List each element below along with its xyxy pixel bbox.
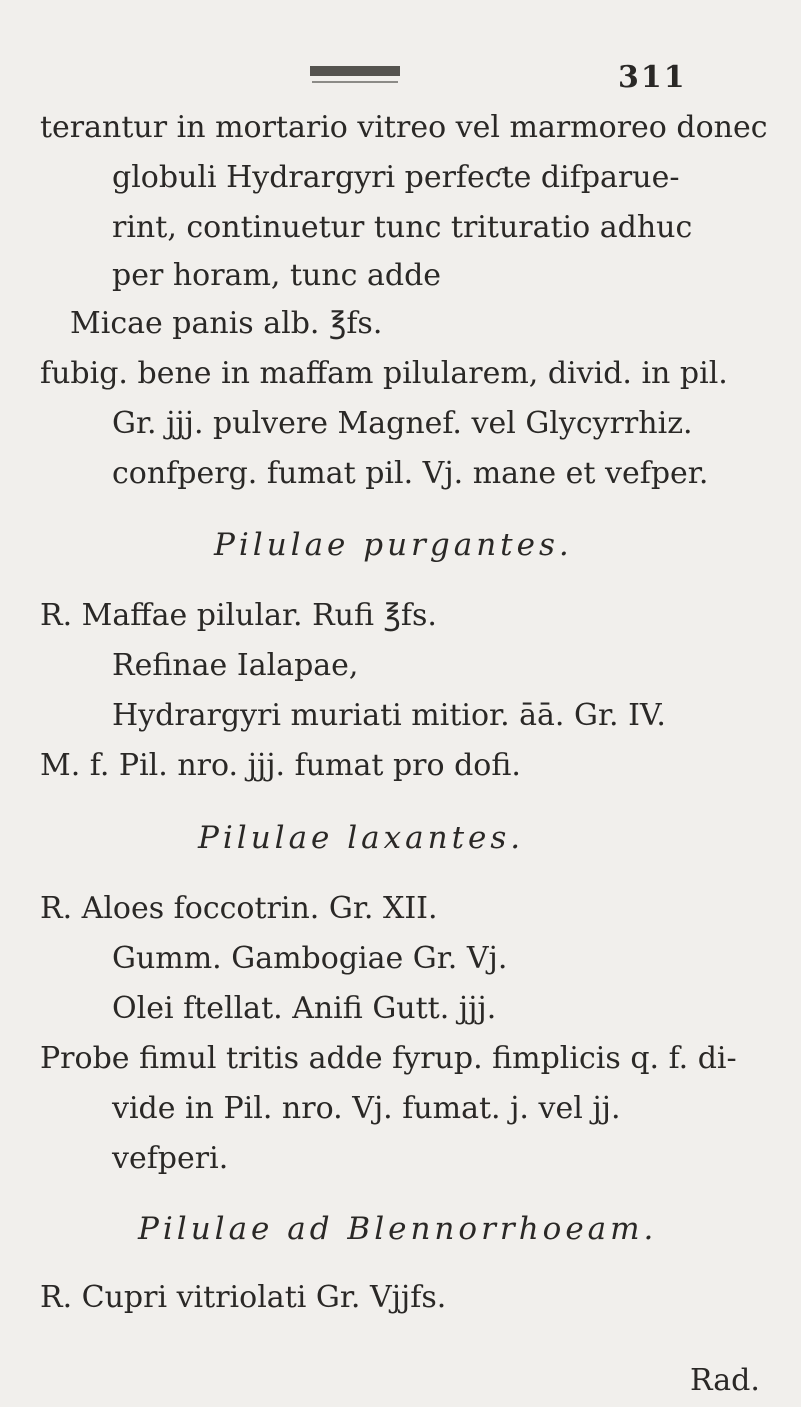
catchword: Rad. [690,1363,760,1398]
text-line: terantur in mortario vitreo vel marmoreo donec [40,110,768,145]
section-heading-blennorrhoeam: Pilulae ad Blennorrhoeam. [138,1211,658,1247]
text-line: Micae panis alb. ℥fs. [70,306,383,341]
text-line: rint, continuetur tunc trituratio adhuc [112,210,693,245]
page-number: 311 [618,60,687,95]
recipe-line: Refinae Ialapae, [112,648,359,683]
recipe-line: Gumm. Gambogiae Gr. Vj. [112,941,508,976]
text-line: Gr. jjj. pulvere Magnef. vel Glycyrrhiz. [112,406,693,441]
text-line: globuli Hydrargyri perfeƈte difparue- [112,160,680,195]
recipe-line: M. f. Pil. nro. jjj. fumat pro dofi. [40,748,521,783]
recipe-line: Olei ftellat. Anifi Gutt. jjj. [112,991,497,1026]
recipe-line: R. Cupri vitriolati Gr. Vjjfs. [40,1280,447,1315]
recipe-line: vide in Pil. nro. Vj. fumat. j. vel jj. [112,1091,621,1126]
recipe-line: vefperi. [112,1141,229,1176]
text-line: per horam, tunc adde [112,258,442,293]
header-ornament-rule-thin [312,81,398,83]
text-line: confperg. fumat pil. Vj. mane et vefper. [112,456,709,491]
recipe-line: R. Aloes foccotrin. Gr. XII. [40,891,438,926]
recipe-line: Hydrargyri muriati mitior. āā. Gr. IV. [112,698,666,733]
header-ornament-rule [310,66,400,76]
recipe-line: R. Maffae pilular. Rufi ℥fs. [40,598,437,633]
recipe-line: Probe fimul tritis adde fyrup. fimplicis q. f. di- [40,1041,737,1076]
section-heading-purgantes: Pilulae purgantes. [214,527,573,563]
text-line: fubig. bene in maffam pilularem, divid. in pil. [40,356,728,391]
section-heading-laxantes: Pilulae laxantes. [198,820,525,856]
